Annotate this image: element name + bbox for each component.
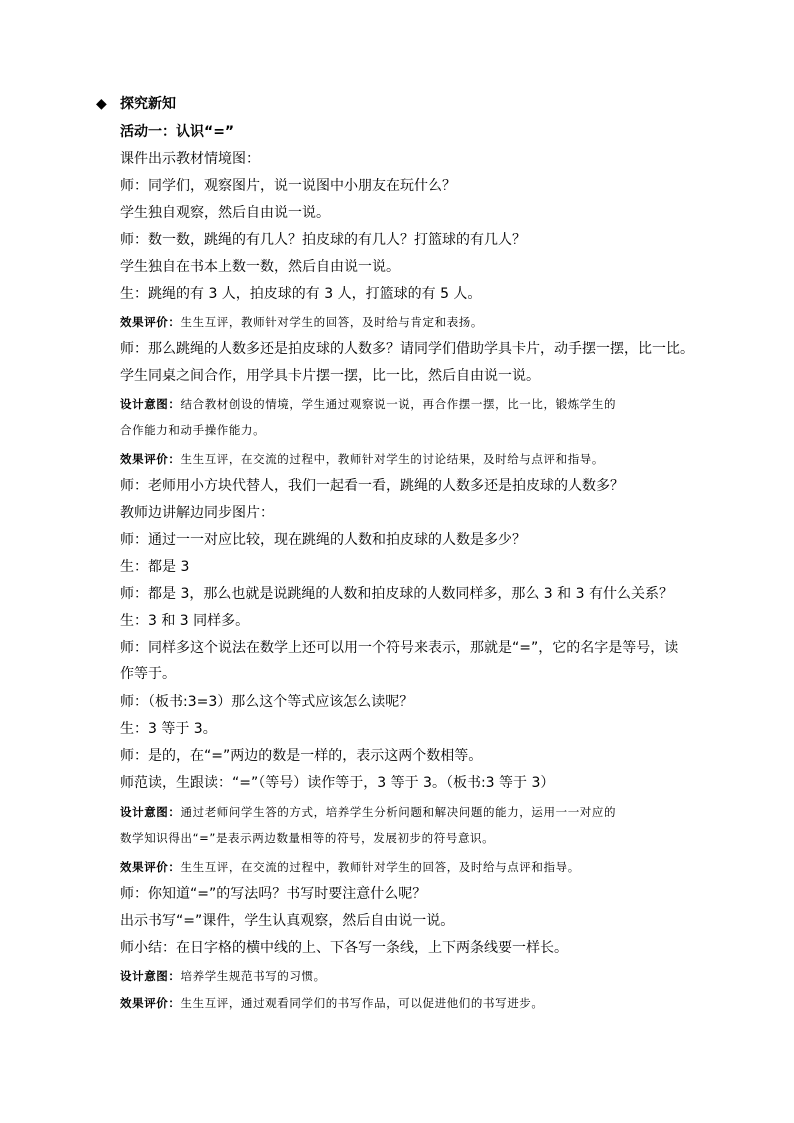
evaluation-note bbox=[120, 857, 580, 877]
design-intent-note bbox=[120, 802, 616, 822]
note-text: 培养学生规范书写的习惯。 bbox=[180, 969, 326, 983]
section-heading bbox=[96, 94, 176, 114]
note-text: 生生互评，在交流的过程中，教师针对学生的讨论结果，及时给与点评和指导。 bbox=[180, 452, 604, 466]
text-line: 师：数一数，跳绳的有几人？拍皮球的有几人？打篮球的有几人？ bbox=[120, 232, 526, 248]
text-line: 师：你知道“=”的写法吗？书写时要注意什么呢？ bbox=[120, 886, 427, 902]
note-text: 生生互评，在交流的过程中，教师针对学生的回答，及时给与点评和指导。 bbox=[180, 860, 580, 874]
evaluation-note bbox=[120, 449, 604, 469]
text-line: 师：都是 3，那么也就是说跳绳的人数和拍皮球的人数同样多，那么 3 和 3 有什么关系？ bbox=[120, 586, 673, 602]
text-line: 学生同桌之间合作，用学具卡片摆一摆，比一比，然后自由说一说。 bbox=[120, 368, 540, 384]
text-line: 师：同学们，观察图片，说一说图中小朋友在玩什么？ bbox=[120, 178, 456, 194]
note-text: 生生互评，教师针对学生的回答，及时给与肯定和表扬。 bbox=[180, 315, 483, 329]
note-label: 设计意图： bbox=[120, 397, 181, 411]
text-line: 生：3 等于 3。 bbox=[120, 721, 217, 737]
note-text: 结合教材创设的情境，学生通过观察说一说，再合作摆一摆，比一比，锻炼学生的 bbox=[180, 397, 617, 411]
note-text: 生生互评，通过观看同学们的书写作品，可以促进他们的书写进步。 bbox=[180, 996, 544, 1010]
text-line: 教师边讲解边同步图片： bbox=[120, 505, 274, 521]
note-label: 效果评价： bbox=[120, 315, 181, 329]
note-label: 设计意图： bbox=[120, 969, 181, 983]
text-line: 学生独自观察，然后自由说一说。 bbox=[120, 205, 330, 221]
text-line: 作等于。 bbox=[120, 666, 176, 682]
text-line: 课件出示教材情境图： bbox=[120, 151, 260, 167]
text-line: 生：跳绳的有 3 人，拍皮球的有 3 人，打篮球的有 5 人。 bbox=[120, 286, 482, 302]
text-line: 生：3 和 3 同样多。 bbox=[120, 613, 250, 629]
text-line: 师：（板书:3=3）那么这个等式应该怎么读呢？ bbox=[120, 694, 414, 710]
note-label: 效果评价： bbox=[120, 452, 181, 466]
note-continuation: 合作能力和动手操作能力。 bbox=[120, 423, 266, 437]
diamond-bullet-icon: ◆ bbox=[96, 96, 107, 112]
note-continuation: 数学知识得出“=”是表示两边数量相等的符号，发展初步的符号意识。 bbox=[120, 831, 495, 845]
design-intent-note bbox=[120, 394, 616, 414]
text-line: 师小结：在日字格的横中线的上、下各写一条线，上下两条线要一样长。 bbox=[120, 940, 568, 956]
text-line: 学生独自在书本上数一数，然后自由说一说。 bbox=[120, 259, 400, 275]
text-line: 师范读，生跟读：“=”（等号）读作等于，3 等于 3。（板书:3 等于 3） bbox=[120, 775, 555, 791]
note-label: 效果评价： bbox=[120, 996, 181, 1010]
text-line: 师：同样多这个说法在数学上还可以用一个符号来表示，那就是“=”，它的名字是等号，读 bbox=[120, 640, 679, 656]
evaluation-note bbox=[120, 993, 544, 1013]
text-line: 师：老师用小方块代替人，我们一起看一看，跳绳的人数多还是拍皮球的人数多？ bbox=[120, 478, 624, 494]
text-line: 师：那么跳绳的人数多还是拍皮球的人数多？请同学们借助学具卡片，动手摆一摆，比一比。 bbox=[120, 341, 694, 357]
note-text: 通过老师问学生答的方式，培养学生分析问题和解决问题的能力，运用一一对应的 bbox=[180, 805, 617, 819]
evaluation-note bbox=[120, 312, 483, 332]
text-line: 出示书写“=”课件，学生认真观察，然后自由说一说。 bbox=[120, 913, 455, 929]
note-label: 效果评价： bbox=[120, 860, 181, 874]
design-intent-note bbox=[120, 966, 326, 986]
text-line: 师：是的，在“=”两边的数是一样的，表示这两个数相等。 bbox=[120, 748, 483, 764]
text-line: 师：通过一一对应比较，现在跳绳的人数和拍皮球的人数是多少？ bbox=[120, 532, 526, 548]
activity-title: 活动一：认识“=” bbox=[120, 124, 235, 140]
section-title: 探究新知 bbox=[120, 96, 176, 112]
note-label: 设计意图： bbox=[120, 805, 181, 819]
text-line: 生：都是 3 bbox=[120, 559, 190, 575]
